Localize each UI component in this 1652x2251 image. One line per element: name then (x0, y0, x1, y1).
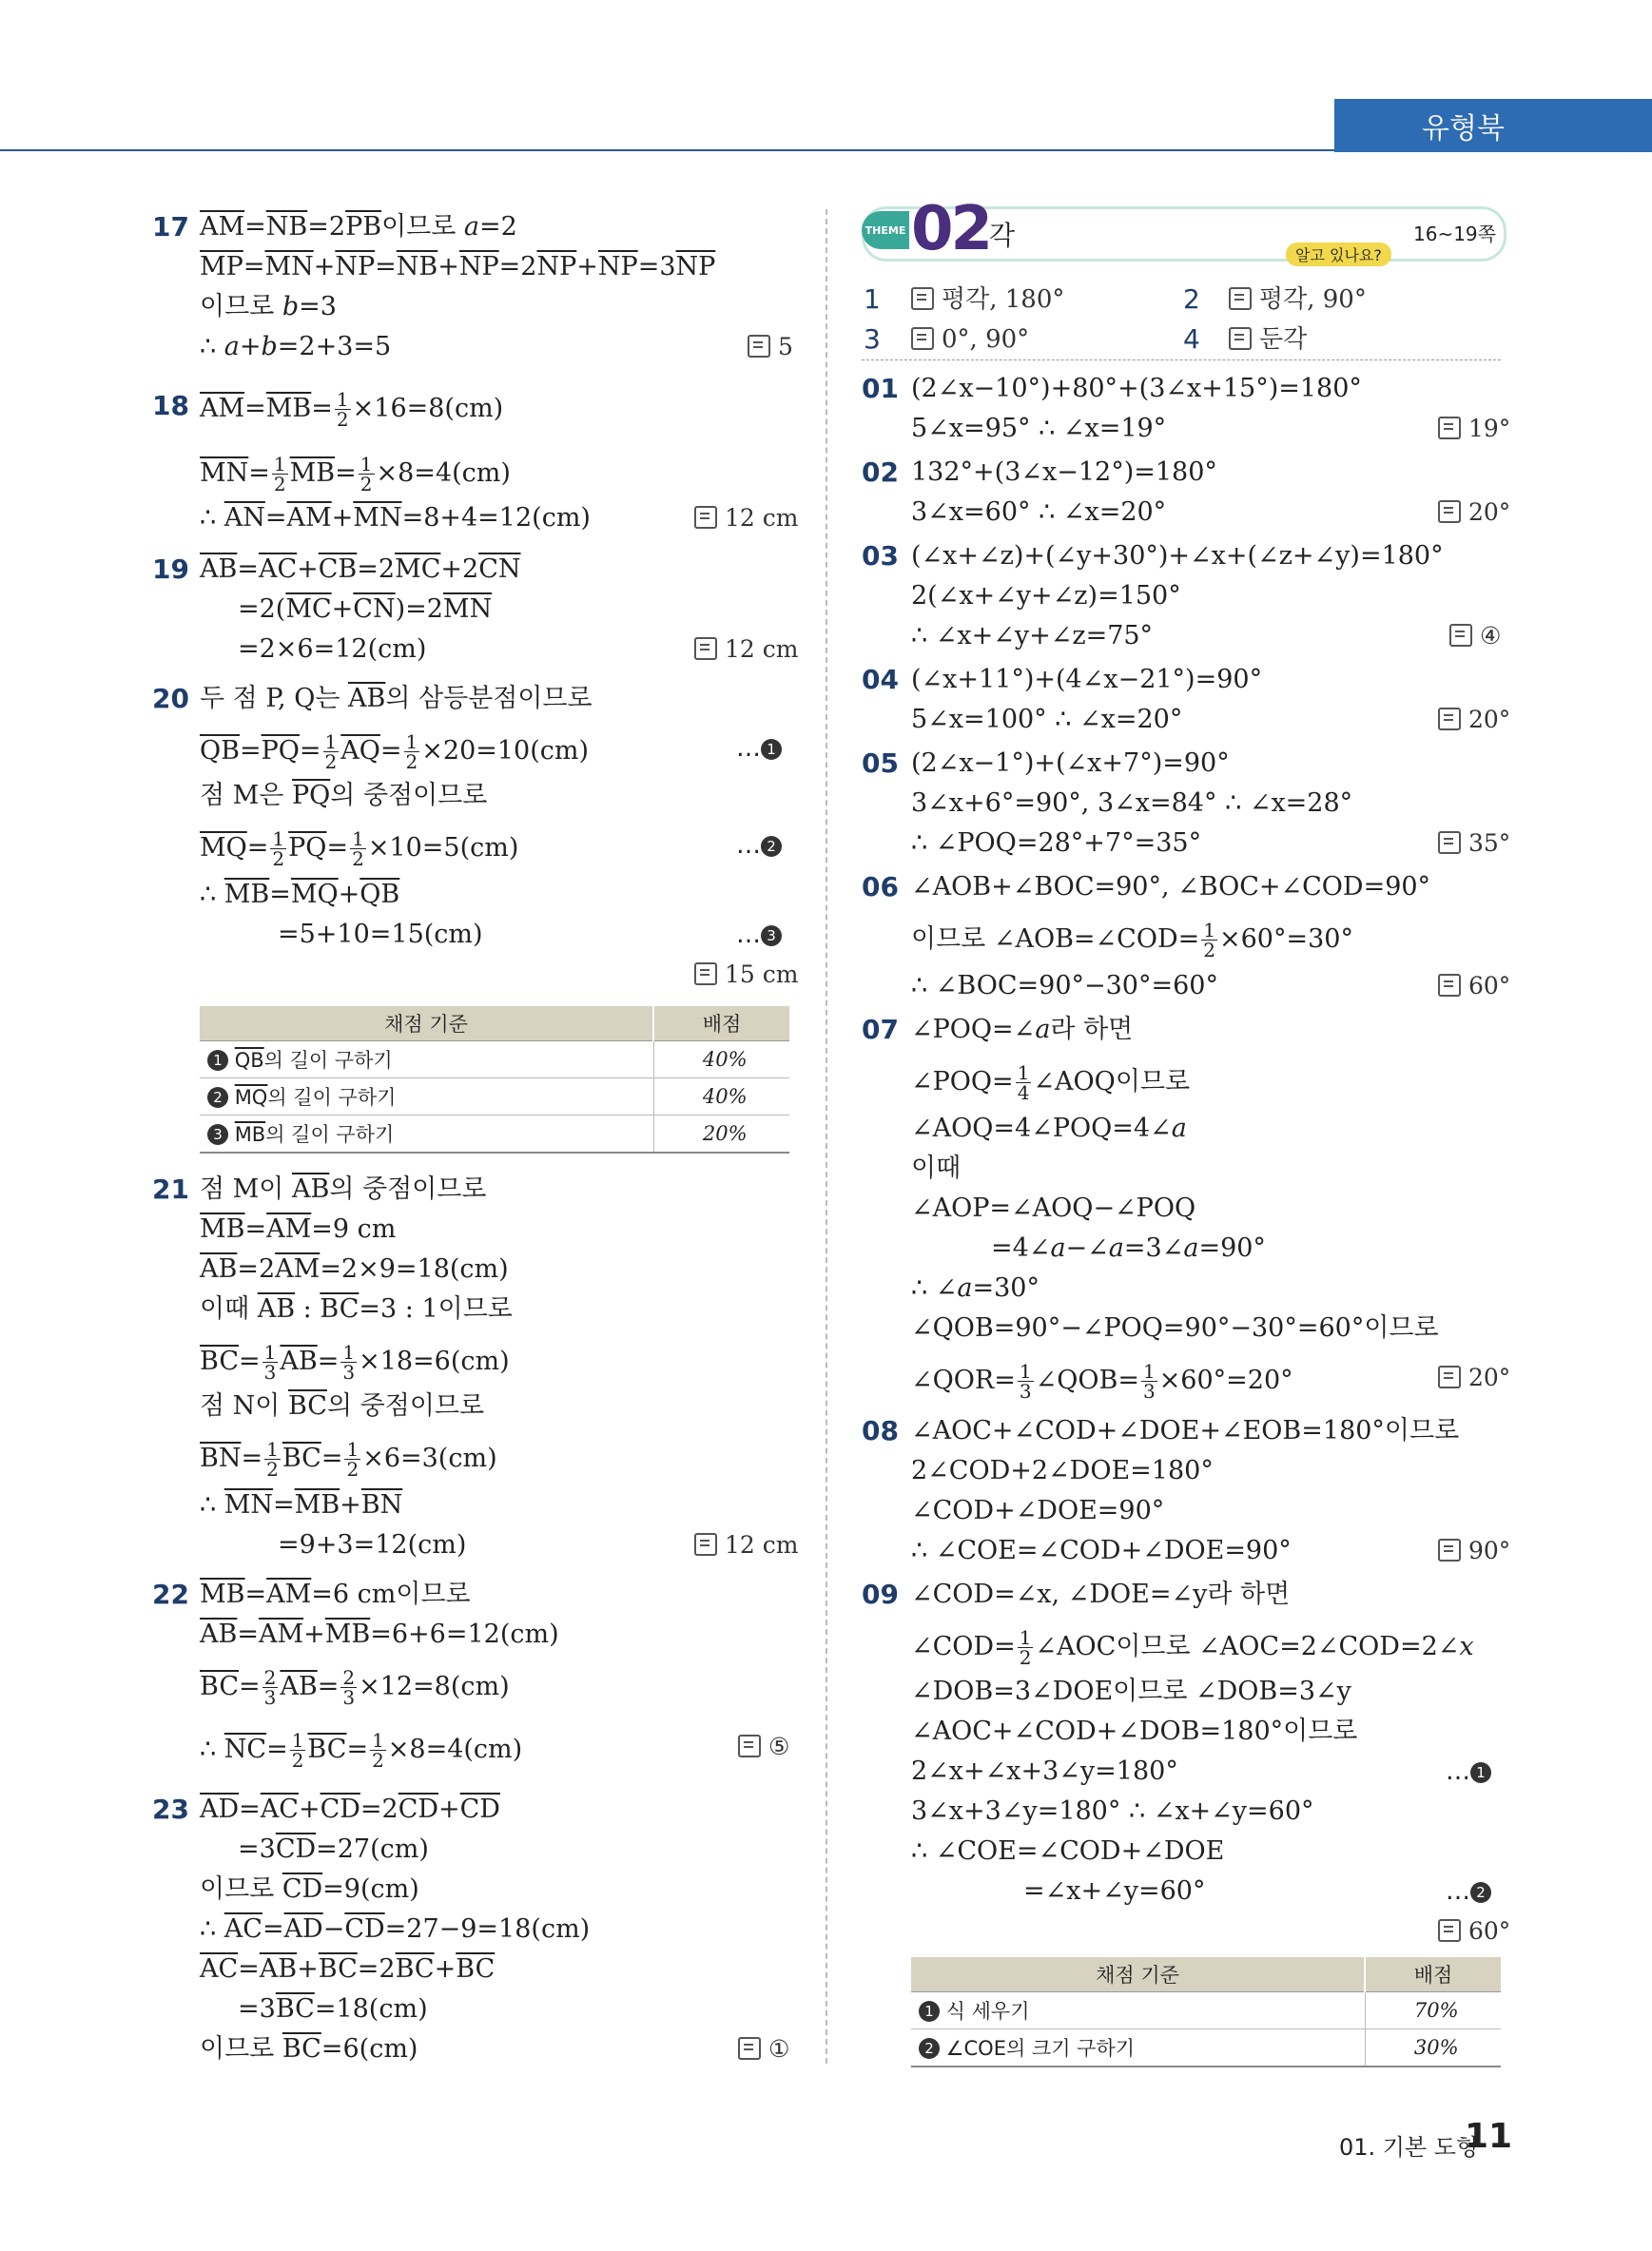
solution-line: $\overline{MB}=\overline{AM}=9$ cm (200, 1214, 397, 1244)
problem-number: 09 (862, 1579, 899, 1610)
solution-line: ∴ $\overline{NC}=$ $\frac{1}{2}$ $\overline{BC}=$ $\frac{1}{2}$ ×8=4(cm) (200, 1729, 523, 1772)
solution-line: $\overline{AM}=\overline{NB}=2\overline{PB}$이므로 a=2 (200, 212, 517, 242)
solution-line: $\overline{BN}=$ $\frac{1}{2}$ $\overline{BC}=$ $\frac{1}{2}$ ×6=3(cm) (200, 1438, 497, 1481)
solution-line: ∴ ∠BOC=90°−30°=60° (911, 971, 1218, 1000)
step-mark: … 1 (736, 732, 782, 765)
answer-badge: ① (738, 2033, 789, 2066)
solution-line: $\overline{BC}=$ $\frac{2}{3}$ $\overline{AB}=$ $\frac{2}{3}$ ×12=8(cm) (200, 1666, 510, 1709)
answer-icon (694, 637, 717, 660)
problem-number: 22 (152, 1579, 189, 1610)
answer-badge: ⑤ (738, 1731, 789, 1763)
solution-line: ∠COD=∠x, ∠DOE=∠y라 하면 (911, 1580, 1291, 1609)
answer-badge: 20° (1438, 496, 1510, 529)
step-mark: … 2 (736, 829, 782, 862)
solution-line: =2×6=12(cm) (238, 634, 427, 664)
solution-line: ∠AOB+∠BOC=90°, ∠BOC+∠COD=90° (911, 872, 1431, 902)
answer-icon (1438, 831, 1461, 854)
answer-icon (694, 1533, 717, 1556)
answer-badge: 90° (1438, 1535, 1510, 1567)
theme-title: 각 (989, 220, 1016, 251)
quick-number: 3 (864, 323, 881, 355)
solution-line: $\overline{AB}=2\overline{AM}=2\times 9=18(cm)$ (200, 1254, 509, 1284)
solution-line: 점 M은 $\overline{PQ}$의 중점이므로 (200, 781, 488, 810)
solution-line: 두 점 P, Q는 $\overline{AB}$의 삼등분점이므로 (200, 684, 593, 713)
answer-icon (1229, 327, 1252, 350)
solution-line: ∠DOB=3∠DOE이므로 ∠DOB=3∠y (911, 1677, 1351, 1706)
scoring-table (200, 1006, 789, 1154)
answer-icon (1438, 500, 1461, 523)
answer-badge: 19° (1438, 413, 1510, 445)
section-tab: 유형북 (1334, 99, 1652, 152)
solution-line: $\overline{MQ}=$ $\frac{1}{2}$ $\overline{PQ}=$ $\frac{1}{2}$ ×10=5(cm) (200, 827, 519, 870)
quick-answer: 평각, 90° (1229, 283, 1367, 316)
problem-number: 19 (152, 553, 189, 585)
solution-line: =5+10=15(cm) (278, 920, 483, 949)
solution-line: 이때 (911, 1154, 962, 1183)
solution-line: $\overline{AB}=\overline{AM}+\overline{MB}=6+6=12(cm)$ (200, 1620, 559, 1649)
solution-line: ∠QOB=90°−∠POQ=90°−30°=60°이므로 (911, 1313, 1439, 1343)
answer-icon (1438, 1539, 1461, 1562)
answer-icon (748, 335, 770, 358)
quick-answer: 평각, 180° (911, 283, 1064, 316)
solution-line: 3∠x+6°=90°, 3∠x=84° ∴ ∠x=28° (911, 788, 1353, 818)
solution-line: $\overline{AB}=\overline{AC}+\overline{CB}=2\overline{MC}+2\overline{CN}$ (200, 554, 521, 584)
problem-number: 21 (152, 1174, 189, 1205)
solution-line: 2∠x+∠x+3∠y=180° (911, 1756, 1178, 1786)
solution-line: 점 N이 $\overline{BC}$의 중점이므로 (200, 1391, 485, 1421)
solution-line: ∴ $\overline{MN}=\overline{MB}+\overline{BN}$ (200, 1490, 403, 1520)
answer-badge: ④ (1449, 620, 1501, 652)
solution-line: ∠POQ= $\frac{1}{4}$ ∠AOQ이므로 (911, 1061, 1191, 1104)
answer-badge: 20° (1438, 704, 1510, 736)
problem-number: 23 (152, 1794, 189, 1825)
step-mark: … 1 (1446, 1756, 1491, 1788)
column-divider (826, 209, 827, 2064)
answer-badge: 12 cm (694, 502, 798, 534)
problem-number: 07 (862, 1014, 899, 1045)
solution-line: ∴ a+b=2+3=5 (200, 332, 392, 361)
table-header: 배점 (1365, 1957, 1501, 1992)
answer-badge: 12 cm (694, 633, 798, 666)
solution-line: $\overline{MN}=$ $\frac{1}{2}$ $\overline{MB}=$ $\frac{1}{2}$ ×8=4(cm) (200, 453, 511, 495)
solution-line: $\overline{MP}=\overline{MN}+\overline{NP}=\overline{NB}+\overline{NP}=2\overline{NP}+\overline{NP}=3\overline{NP}$ (200, 252, 716, 281)
answer-icon (738, 2037, 761, 2060)
solution-line: ∴ ∠COE=∠COD+∠DOE (911, 1836, 1225, 1866)
answer-icon (911, 287, 934, 310)
quick-number: 1 (864, 283, 881, 315)
table-row: 1 $\overline{QB}$의 길이 구하기 40% (200, 1041, 789, 1078)
answer-badge: 60° (1438, 1915, 1510, 1948)
solution-line: $\overline{AD}=\overline{AC}+\overline{CD}=2\overline{CD}+\overline{CD}$ (200, 1795, 500, 1824)
solution-line: $=2(\overline{MC}+\overline{CN})=2\overline{MN}$ (238, 594, 493, 624)
solution-line: ∠POQ=∠a라 하면 (911, 1015, 1134, 1044)
table-row: 2 ∠COE의 크기 구하기 30% (911, 2029, 1501, 2067)
answer-icon (694, 506, 717, 529)
answer-badge: 20° (1438, 1362, 1510, 1394)
answer-icon (1438, 708, 1461, 730)
quick-answer: 둔각 (1229, 323, 1307, 356)
answer-badge: 15 cm (694, 959, 798, 991)
answer-icon (1449, 624, 1472, 647)
solution-line: 132°+(3∠x−12°)=180° (911, 457, 1217, 487)
solution-line: (2∠x−1°)+(∠x+7°)=90° (911, 748, 1230, 778)
theme-number: 02 (911, 194, 991, 264)
problem-number: 06 (862, 871, 899, 902)
solution-line: 2∠COD+2∠DOE=180° (911, 1456, 1214, 1485)
solution-line: ∠COD+∠DOE=90° (911, 1496, 1165, 1525)
solution-line: 2(∠x+∠y+∠z)=150° (911, 581, 1181, 611)
solution-line: 3∠x=60° ∴ ∠x=20° (911, 497, 1167, 527)
solution-line: ∴ $\overline{AC}=\overline{AD}-\overline{CD}=27-9=18(cm)$ (200, 1914, 591, 1944)
solution-line: $\overline{MB}=\overline{AM}=6$ cm이므로 (200, 1580, 471, 1609)
table-header: 채점 기준 (200, 1006, 653, 1041)
table-header: 채점 기준 (911, 1957, 1365, 1992)
dashed-separator (862, 359, 1501, 360)
answer-icon (911, 327, 934, 350)
solution-line: ∴ ∠POQ=28°+7°=35° (911, 828, 1202, 858)
solution-line: 이므로 $\overline{CD}=9(cm)$ (200, 1874, 419, 1904)
solution-line: $=3\overline{CD}=27(cm)$ (238, 1834, 429, 1864)
answer-icon (1438, 1366, 1461, 1388)
answer-badge: 12 cm (694, 1529, 798, 1562)
solution-line: 이때 $\overline{AB}$ : $\overline{BC}=3$ : 1이므로 (200, 1294, 513, 1324)
table-row: 3 $\overline{MB}$의 길이 구하기 20% (200, 1116, 789, 1154)
answer-icon (1438, 417, 1461, 439)
step-mark: … 2 (1446, 1875, 1491, 1908)
problem-number: 08 (862, 1415, 899, 1446)
solution-line: $\overline{AM}=\overline{MB}=$ $\frac{1}{2}$ ×16=8(cm) (200, 388, 504, 431)
table-header: 배점 (653, 1006, 789, 1041)
solution-line: (2∠x−10°)+80°+(3∠x+15°)=180° (911, 374, 1362, 403)
answer-badge: 60° (1438, 970, 1510, 1002)
solution-line: ∠AOP=∠AOQ−∠POQ (911, 1193, 1196, 1223)
solution-line: 이므로 ∠AOB=∠COD= $\frac{1}{2}$ ×60°=30° (911, 919, 1353, 961)
page-number: 11 (1465, 2117, 1513, 2156)
solution-line: ∴ ∠a=30° (911, 1273, 1040, 1303)
solution-line: (∠x+11°)+(4∠x−21°)=90° (911, 665, 1263, 694)
answer-icon (1438, 974, 1461, 997)
quick-number: 2 (1183, 283, 1200, 315)
problem-number: 05 (862, 747, 899, 779)
theme-pages: 16~19쪽 (1413, 223, 1496, 245)
scoring-table (911, 1957, 1501, 2067)
problem-number: 17 (152, 211, 189, 243)
answer-icon (1229, 287, 1252, 310)
solution-line: ∴ ∠x+∠y+∠z=75° (911, 621, 1154, 650)
step-mark: … 3 (736, 919, 782, 951)
footer-chapter: 01. 기본 도형 (1339, 2134, 1479, 2161)
solution-line: =∠x+∠y=60° (1023, 1876, 1206, 1906)
problem-number: 03 (862, 540, 899, 572)
solution-line: ∴ $\overline{AN}=\overline{AM}+\overline{MN}=8+4=12(cm)$ (200, 503, 591, 533)
answer-icon (1438, 1919, 1461, 1942)
solution-line: 점 M이 $\overline{AB}$의 중점이므로 (200, 1174, 487, 1204)
solution-line: =9+3=12(cm) (278, 1530, 467, 1560)
theme-tip-badge: 알고 있나요? (1286, 243, 1391, 266)
quick-answer: 0°, 90° (911, 323, 1029, 356)
table-row: 2 $\overline{MQ}$의 길이 구하기 40% (200, 1078, 789, 1116)
solution-line: ∠COD= $\frac{1}{2}$ ∠AOC이므로 ∠AOC=2∠COD=2∠x (911, 1626, 1474, 1669)
answer-icon (694, 962, 717, 985)
solution-line: ∠AOC+∠COD+∠DOE+∠EOB=180°이므로 (911, 1416, 1460, 1446)
solution-line: ∠QOR= $\frac{1}{3}$ ∠QOB= $\frac{1}{3}$ ×60°=20° (911, 1360, 1293, 1403)
answer-badge: 5 (748, 331, 793, 363)
solution-line: 이므로 b=3 (200, 292, 337, 321)
table-row: 1 식 세우기 70% (911, 1992, 1501, 2029)
solution-line: ∴ ∠COE=∠COD+∠DOE=90° (911, 1536, 1292, 1565)
problem-number: 04 (862, 664, 899, 695)
problem-number: 02 (862, 456, 899, 488)
solution-line: 3∠x+3∠y=180° ∴ ∠x+∠y=60° (911, 1796, 1314, 1826)
solution-line: 이므로 $\overline{BC}=6(cm)$ (200, 2034, 418, 2064)
problem-number: 20 (152, 683, 189, 714)
solution-line: (∠x+∠z)+(∠y+30°)+∠x+(∠z+∠y)=180° (911, 541, 1444, 571)
problem-number: 01 (862, 373, 899, 404)
solution-line: $=3\overline{BC}=18(cm)$ (238, 1994, 428, 2024)
answer-badge: 35° (1438, 827, 1510, 860)
solution-line: $\overline{BC}=$ $\frac{1}{3}$ $\overline{AB}=$ $\frac{1}{3}$ ×18=6(cm) (200, 1341, 510, 1384)
solution-line: ∠AOC+∠COD+∠DOB=180°이므로 (911, 1717, 1358, 1746)
solution-line: $\overline{AC}=\overline{AB}+\overline{BC}=2\overline{BC}+\overline{BC}$ (200, 1954, 496, 1984)
solution-line: $\overline{QB}=\overline{PQ}=$ $\frac{1}{2}$ $\overline{AQ}=$ $\frac{1}{2}$ ×20=10(cm) (200, 730, 590, 773)
problem-number: 18 (152, 390, 189, 421)
quick-number: 4 (1183, 323, 1200, 355)
solution-line: 5∠x=100° ∴ ∠x=20° (911, 705, 1183, 734)
solution-line: =4∠a−∠a=3∠a=90° (991, 1233, 1266, 1263)
solution-line: ∴ $\overline{MB}=\overline{MQ}+\overline{QB}$ (200, 880, 400, 909)
answer-icon (738, 1735, 761, 1757)
solution-line: 5∠x=95° ∴ ∠x=19° (911, 414, 1167, 443)
theme-badge: THEME (862, 211, 909, 249)
solution-line: ∠AOQ=4∠POQ=4∠a (911, 1114, 1187, 1143)
